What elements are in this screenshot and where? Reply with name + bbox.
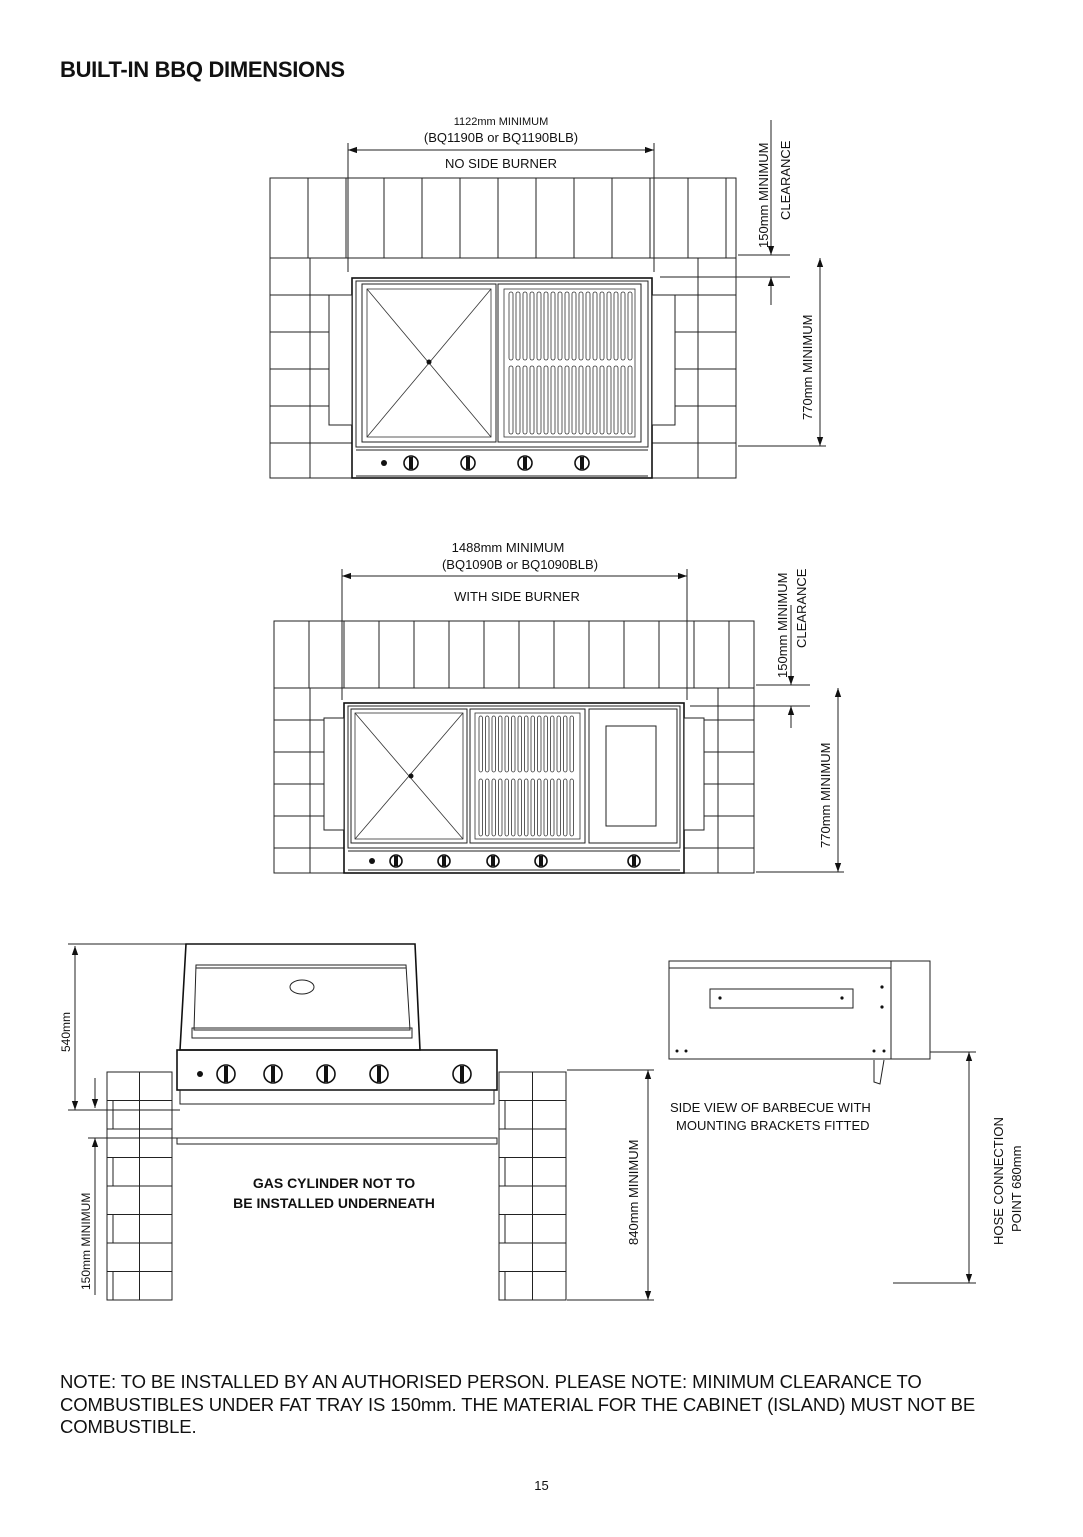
clearance-label: 150mm MINIMUM (756, 142, 771, 248)
installation-note: NOTE: TO BE INSTALLED BY AN AUTHORISED PERSON. PLEASE NOTE: MINIMUM CLEARANCE TO COMBUSTIBLES UNDER FAT TRAY IS 150mm. THE MATERIAL FOR THE CABINET (ISLAND) MUST NOT BE COMBUSTIBLE. (60, 1371, 976, 1437)
model-label: (BQ1190B or BQ1190BLB) (423, 130, 579, 145)
under-clearance-label: 150mm MINIMUM (79, 1192, 93, 1290)
top-view-no-side-burner (270, 116, 826, 478)
clearance-label-2: CLEARANCE (794, 568, 809, 648)
page-number: 15 (534, 1478, 549, 1493)
warning-line-2: BE INSTALLED UNDERNEATH (233, 1195, 435, 1211)
warning-line-1: GAS CYLINDER NOT TO (252, 1175, 416, 1191)
model-label: (BQ1090B or BQ1090BLB) (441, 557, 599, 572)
clearance-label: 150mm MINIMUM (775, 572, 790, 678)
depth-label: 770mm MINIMUM (818, 742, 833, 848)
side-view-caption-2: MOUNTING BRACKETS FITTED (676, 1118, 870, 1133)
side-view (669, 961, 1024, 1283)
page-title: BUILT-IN BBQ DIMENSIONS (60, 57, 345, 82)
hose-label-2: POINT 680mm (1009, 1145, 1024, 1232)
top-view-with-side-burner (274, 540, 844, 873)
width-label: 1488mm MINIMUM (451, 540, 565, 555)
side-burner-label: WITH SIDE BURNER (454, 589, 580, 604)
hood-height-label: 540mm (59, 1011, 73, 1052)
side-view-caption-1: SIDE VIEW OF BARBECUE WITH (670, 1100, 871, 1115)
hose-label-1: HOSE CONNECTION (991, 1117, 1006, 1245)
width-label: 1122mm MINIMUM (453, 116, 549, 128)
cabinet-height-label: 840mm MINIMUM (626, 1139, 641, 1245)
depth-label: 770mm MINIMUM (800, 314, 815, 420)
front-view (59, 944, 654, 1300)
clearance-label-2: CLEARANCE (778, 140, 793, 220)
side-burner-label: NO SIDE BURNER (445, 156, 557, 171)
